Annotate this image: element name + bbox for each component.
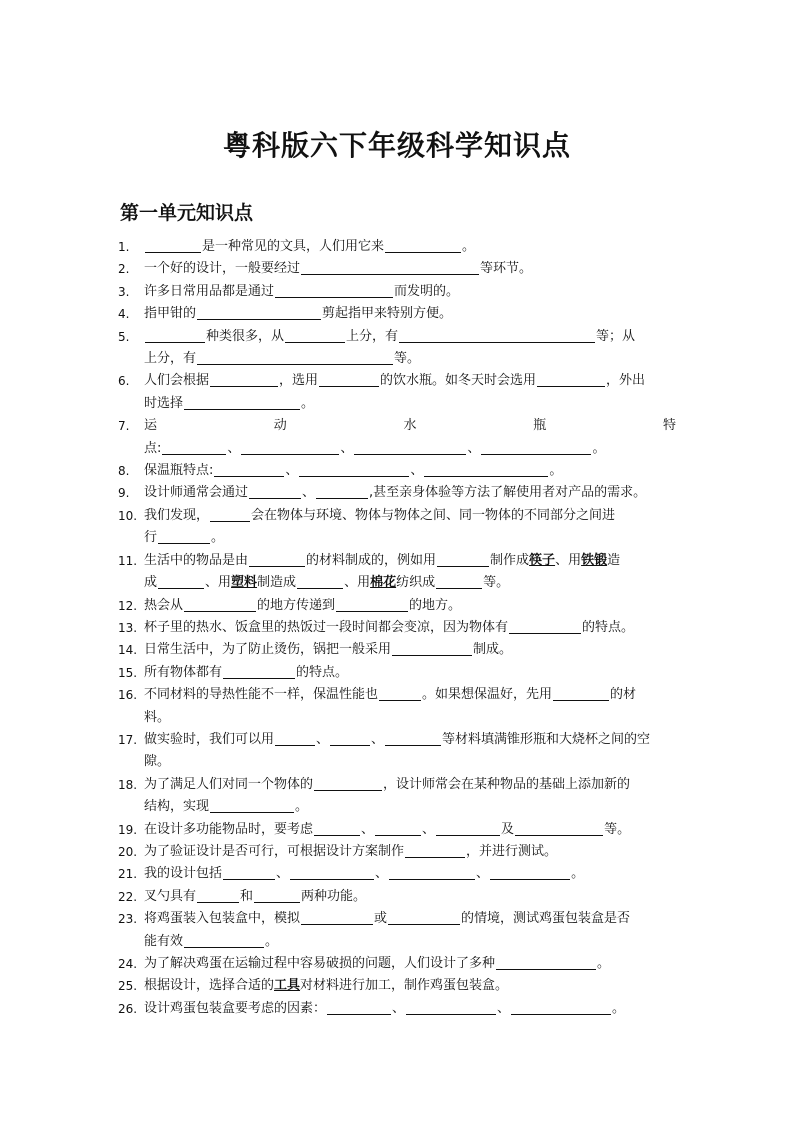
blank[interactable] xyxy=(249,552,305,567)
list-item: 9. 设计师通常会通过 、 ,甚至亲身体验等方法了解使用者对产品的需求。 xyxy=(118,485,647,501)
list-item: 22. 叉勺具有 和 两种功能。 xyxy=(118,888,367,904)
blank[interactable] xyxy=(301,910,373,925)
list-item: 10. 我们发现， 会在物体与环境、物体与物体之间、同一物体的不同部分之间进 行 。 xyxy=(118,507,616,546)
blank[interactable] xyxy=(210,798,294,813)
blank[interactable] xyxy=(490,865,570,880)
blank[interactable] xyxy=(285,328,345,343)
blank[interactable] xyxy=(375,821,421,836)
blank[interactable] xyxy=(319,372,379,387)
blank[interactable] xyxy=(299,462,409,477)
blank[interactable] xyxy=(210,372,278,387)
blank[interactable] xyxy=(336,597,408,612)
blank[interactable] xyxy=(184,395,300,410)
list-item: 19. 在设计多功能物品时，要考虑 、 、 及 等。 xyxy=(118,821,631,837)
list-item: 2. 一个好的设计，一般要经过 等环节。 xyxy=(118,261,533,277)
blank[interactable] xyxy=(385,238,461,253)
blank[interactable] xyxy=(145,238,201,253)
spread-line: 运 动 水 瓶 特 xyxy=(144,418,676,434)
blank[interactable] xyxy=(158,529,210,544)
blank[interactable] xyxy=(223,865,275,880)
blank[interactable] xyxy=(553,686,609,701)
list-item: 15. 所有物体都有 的特点。 xyxy=(118,664,349,680)
list-item: 14. 日常生活中，为了防止烫伤，锅把一般采用 制成。 xyxy=(118,642,513,658)
blank[interactable] xyxy=(249,484,301,499)
list-item: 3. 许多日常用品都是通过 而发明的。 xyxy=(118,283,460,299)
blank[interactable] xyxy=(223,664,295,679)
question-list xyxy=(118,236,676,1020)
blank[interactable] xyxy=(515,821,603,836)
blank[interactable] xyxy=(316,484,368,499)
list-item: 5. 种类很多，从 上分，有 等；从 上分，有 等。 xyxy=(118,328,636,367)
blank[interactable] xyxy=(388,910,460,925)
list-item: 12. 热会从 的地方传递到 的地方。 xyxy=(118,597,462,613)
list-item: 8. 保温瓶特点: 、 、 。 xyxy=(118,463,563,479)
list-item: 17. 做实验时，我们可以用 、 、 等材料填满锥形瓶和大烧杯之间的空 隙。 xyxy=(118,731,651,770)
list-item: 1. 是一种常见的文具，人们用它来 。 xyxy=(118,239,476,254)
blank[interactable] xyxy=(436,574,482,589)
blank[interactable] xyxy=(184,933,264,948)
blank[interactable] xyxy=(379,686,421,701)
blank[interactable] xyxy=(162,440,226,455)
blank[interactable] xyxy=(275,283,393,298)
list-item: 26. 设计鸡蛋包装盒要考虑的因素： 、 、 。 xyxy=(118,1000,626,1016)
blank[interactable] xyxy=(509,619,581,634)
blank[interactable] xyxy=(210,507,250,522)
blank[interactable] xyxy=(436,821,500,836)
blank[interactable] xyxy=(297,574,343,589)
blank[interactable] xyxy=(511,1000,611,1015)
blank[interactable] xyxy=(197,350,393,365)
list-item: 13. 杯子里的热水、饭盒里的热饭过一段时间都会变凉，因为物体有 的特点。 xyxy=(118,619,635,635)
section-heading: 第一单元知识点 xyxy=(120,202,254,224)
blank[interactable] xyxy=(399,328,595,343)
blank[interactable] xyxy=(158,574,204,589)
blank[interactable] xyxy=(197,305,321,320)
blank[interactable] xyxy=(392,641,472,656)
blank[interactable] xyxy=(327,1000,391,1015)
list-item: 23. 将鸡蛋装入包装盒中，模拟 或 的情境，测试鸡蛋包装盒是否 能有效 。 xyxy=(118,911,631,949)
blank[interactable] xyxy=(354,440,466,455)
blank[interactable] xyxy=(481,440,591,455)
list-item: 11. 生活中的物品是由 的材料制成的，例如用 制作成筷子、用铁锻造 成 、用塑料制造成 、用棉花纺织成 等。 xyxy=(118,552,621,591)
list-item: 18. 为了满足人们对同一个物体的 ，设计师常会在某种物品的基础上添加新的 结构，实现 。 xyxy=(118,776,631,815)
blank[interactable] xyxy=(330,731,370,746)
blank[interactable] xyxy=(314,821,360,836)
list-item: 4. 指甲钳的 剪起指甲来特别方便。 xyxy=(118,306,453,322)
blank[interactable] xyxy=(290,865,374,880)
blank[interactable] xyxy=(389,865,475,880)
blank[interactable] xyxy=(254,888,300,903)
blank[interactable] xyxy=(537,372,605,387)
blank[interactable] xyxy=(405,843,465,858)
blank[interactable] xyxy=(314,776,382,791)
blank[interactable] xyxy=(184,597,256,612)
list-item: 6. 人们会根据 ，选用 的饮水瓶。如冬天时会选用 ，外出 时选择 。 xyxy=(118,373,646,411)
blank[interactable] xyxy=(437,552,489,567)
blank[interactable] xyxy=(424,462,548,477)
list-item: 16. 不同材料的导热性能不一样，保温性能也 。如果想保温好，先用 的材 料。 xyxy=(118,687,637,725)
list-item: 21. 我的设计包括 、 、 、 。 xyxy=(118,866,585,882)
blank[interactable] xyxy=(145,328,205,343)
blank[interactable] xyxy=(496,955,596,970)
blank[interactable] xyxy=(301,260,479,275)
blank[interactable] xyxy=(241,440,339,455)
blank[interactable] xyxy=(385,731,441,746)
list-item: 20. 为了验证设计是否可行，可根据设计方案制作 ，并进行测试。 xyxy=(118,843,558,859)
blank[interactable] xyxy=(197,888,239,903)
page-title: 粤科版六下年级科学知识点 xyxy=(222,129,571,162)
list-item: 25. 根据设计，选择合适的工具对材料进行加工，制作鸡蛋包装盒。 xyxy=(118,978,509,994)
list-item: 7. 运 动 水 瓶 特 点: 、 、 、 。 xyxy=(118,415,676,460)
list-item: 24. 为了解决鸡蛋在运输过程中容易破损的问题，人们设计了多种 。 xyxy=(118,956,611,971)
blank[interactable] xyxy=(406,1000,496,1015)
blank[interactable] xyxy=(214,462,284,477)
blank[interactable] xyxy=(275,731,315,746)
